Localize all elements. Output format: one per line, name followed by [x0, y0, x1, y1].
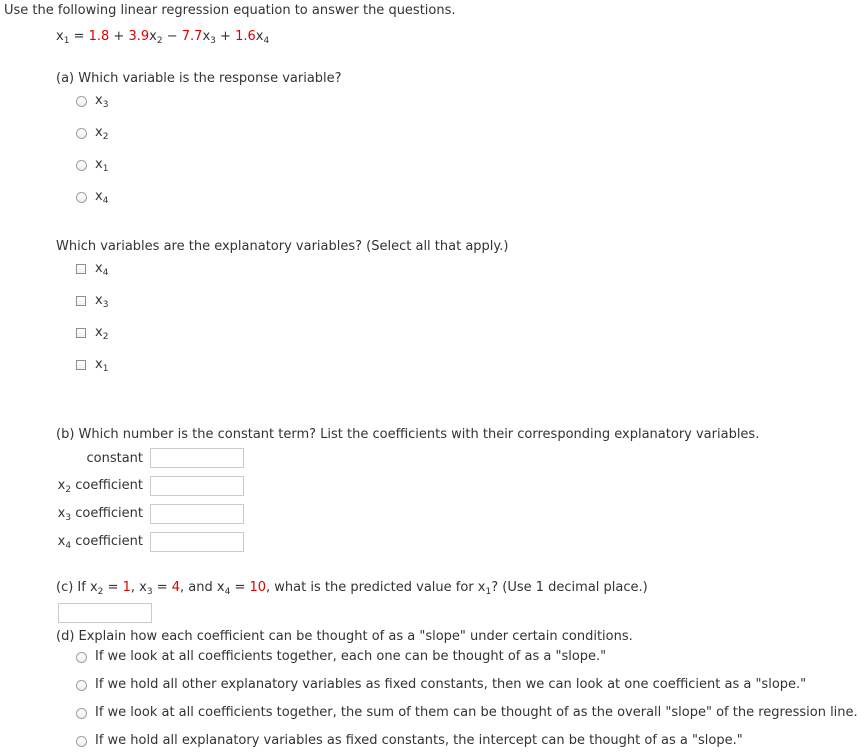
radio-a-option-1[interactable]: [76, 96, 87, 107]
checkbox-a2-option-2[interactable]: [76, 296, 86, 306]
eq-coef-x4: 1.6: [235, 29, 256, 44]
x3-coefficient-label: [0, 506, 143, 521]
c-eq-x3: =: [152, 580, 172, 595]
var-x: x: [95, 325, 103, 340]
regression-equation: [56, 29, 269, 44]
radio-d-option-1[interactable]: [76, 652, 87, 663]
x4-coefficient-input[interactable]: [150, 532, 244, 552]
option-a-1-label: [95, 93, 108, 108]
c-val-x2: 1: [122, 580, 131, 595]
radio-a-option-3[interactable]: [76, 160, 87, 171]
var-x: x: [95, 293, 103, 308]
var-x: x: [95, 357, 103, 372]
eq-plus-2: +: [215, 29, 236, 44]
checkbox-a2-option-3[interactable]: [76, 328, 86, 338]
c-eq-x2: =: [103, 580, 123, 595]
radio-a-option-4[interactable]: [76, 192, 87, 203]
c-sub-x3: 3: [146, 587, 153, 597]
coef-suffix: coefficient: [71, 506, 143, 521]
var-sub: 4: [65, 541, 72, 551]
part-b-question: (b) Which number is the constant term? List the coefficients with their corresponding explanatory variables.: [56, 427, 760, 442]
option-d-4-label: If we hold all explanatory variables as fixed constants, the intercept can be thought of as a "slope.": [95, 733, 743, 748]
c-mid: , what is the predicted value for: [266, 580, 478, 595]
c-suffix: ? (Use 1 decimal place.): [491, 580, 648, 595]
radio-a-option-2[interactable]: [76, 128, 87, 139]
checkbox-a2-option-4[interactable]: [76, 360, 86, 370]
coef-suffix: coefficient: [71, 534, 143, 549]
part-a-question: (a) Which variable is the response variable?: [56, 71, 342, 86]
part-d-question: (d) Explain how each coefficient can be thought of as a "slope" under certain conditions.: [56, 629, 633, 644]
var-x: x: [95, 261, 103, 276]
radio-d-option-2[interactable]: [76, 680, 87, 691]
eq-plus-1: +: [109, 29, 129, 44]
option-a2-3-label: [95, 325, 108, 340]
x2-coefficient-input[interactable]: [150, 476, 244, 496]
x3-coefficient-input[interactable]: [150, 504, 244, 524]
var-x: x: [57, 534, 66, 549]
part-c-question: [56, 580, 648, 595]
c-sub-x2: 2: [97, 587, 104, 597]
eq-lhs-var: x: [56, 29, 64, 44]
checkbox-a2-option-1[interactable]: [76, 264, 86, 274]
var-sub: 2: [65, 485, 72, 495]
option-d-1-label: If we look at all coefficients together, each one can be thought of as a "slope.": [95, 649, 607, 664]
x2-coefficient-label: [0, 478, 143, 493]
var-x: x: [57, 478, 66, 493]
eq-var-x4: x: [255, 29, 264, 44]
eq-sub-x4: 4: [263, 36, 270, 46]
eq-sub-x3: 3: [210, 36, 216, 46]
var-sub: 1: [102, 164, 109, 174]
c-sep-1: ,: [130, 580, 140, 595]
option-d-2-label: If we hold all other explanatory variables as fixed constants, then we can look at one coefficient as a "slope.": [95, 677, 807, 692]
c-var-x4: x: [216, 580, 225, 595]
c-val-x3: 4: [171, 580, 181, 595]
var-sub: 3: [65, 513, 72, 523]
eq-coef-x3: 7.7: [181, 29, 203, 44]
eq-minus: −: [162, 29, 182, 44]
c-sub-x4: 4: [224, 587, 231, 597]
var-sub: 3: [102, 300, 109, 310]
option-a-3-label: [95, 157, 108, 172]
option-a-4-label: [95, 189, 108, 204]
radio-d-option-3[interactable]: [76, 708, 87, 719]
eq-coef-x2: 3.9: [128, 29, 150, 44]
eq-equals: =: [69, 29, 89, 44]
var-x: x: [57, 506, 66, 521]
var-sub: 3: [102, 100, 109, 110]
var-x: x: [95, 189, 103, 204]
c-var-x2: x: [89, 580, 98, 595]
var-sub: 2: [102, 332, 109, 342]
c-var-x3: x: [139, 580, 147, 595]
c-prefix: (c) If: [56, 580, 90, 595]
constant-label: constant: [86, 451, 143, 466]
option-a2-4-label: [95, 357, 108, 372]
part-a2-question: Which variables are the explanatory variables? (Select all that apply.): [56, 239, 509, 254]
c-eq-x4: =: [230, 580, 250, 595]
var-x: x: [95, 125, 103, 140]
option-a2-1-label: [95, 261, 108, 276]
eq-lhs-sub: 1: [63, 36, 70, 46]
var-sub: 4: [102, 196, 109, 206]
radio-d-option-4[interactable]: [76, 736, 87, 747]
x4-coefficient-label: [0, 534, 143, 549]
constant-input[interactable]: [150, 448, 244, 468]
var-sub: 2: [102, 132, 109, 142]
c-sub-x1: 1: [485, 587, 492, 597]
c-val-x4: 10: [249, 580, 267, 595]
var-sub: 4: [102, 268, 109, 278]
eq-var-x2: x: [149, 29, 157, 44]
var-x: x: [95, 93, 103, 108]
c-var-x1: x: [477, 580, 486, 595]
predicted-value-input[interactable]: [58, 603, 152, 623]
coef-suffix: coefficient: [71, 478, 143, 493]
option-a2-2-label: [95, 293, 108, 308]
option-a-2-label: [95, 125, 108, 140]
option-d-3-label: If we look at all coefficients together, the sum of them can be thought of as the overall "slope" of the regression line.: [95, 705, 858, 720]
c-sep-2: , and: [180, 580, 217, 595]
eq-sub-x2: 2: [156, 36, 163, 46]
eq-intercept: 1.8: [88, 29, 110, 44]
var-sub: 1: [102, 364, 109, 374]
instructions-text: Use the following linear regression equation to answer the questions.: [4, 3, 456, 18]
eq-var-x3: x: [202, 29, 211, 44]
var-x: x: [95, 157, 103, 172]
